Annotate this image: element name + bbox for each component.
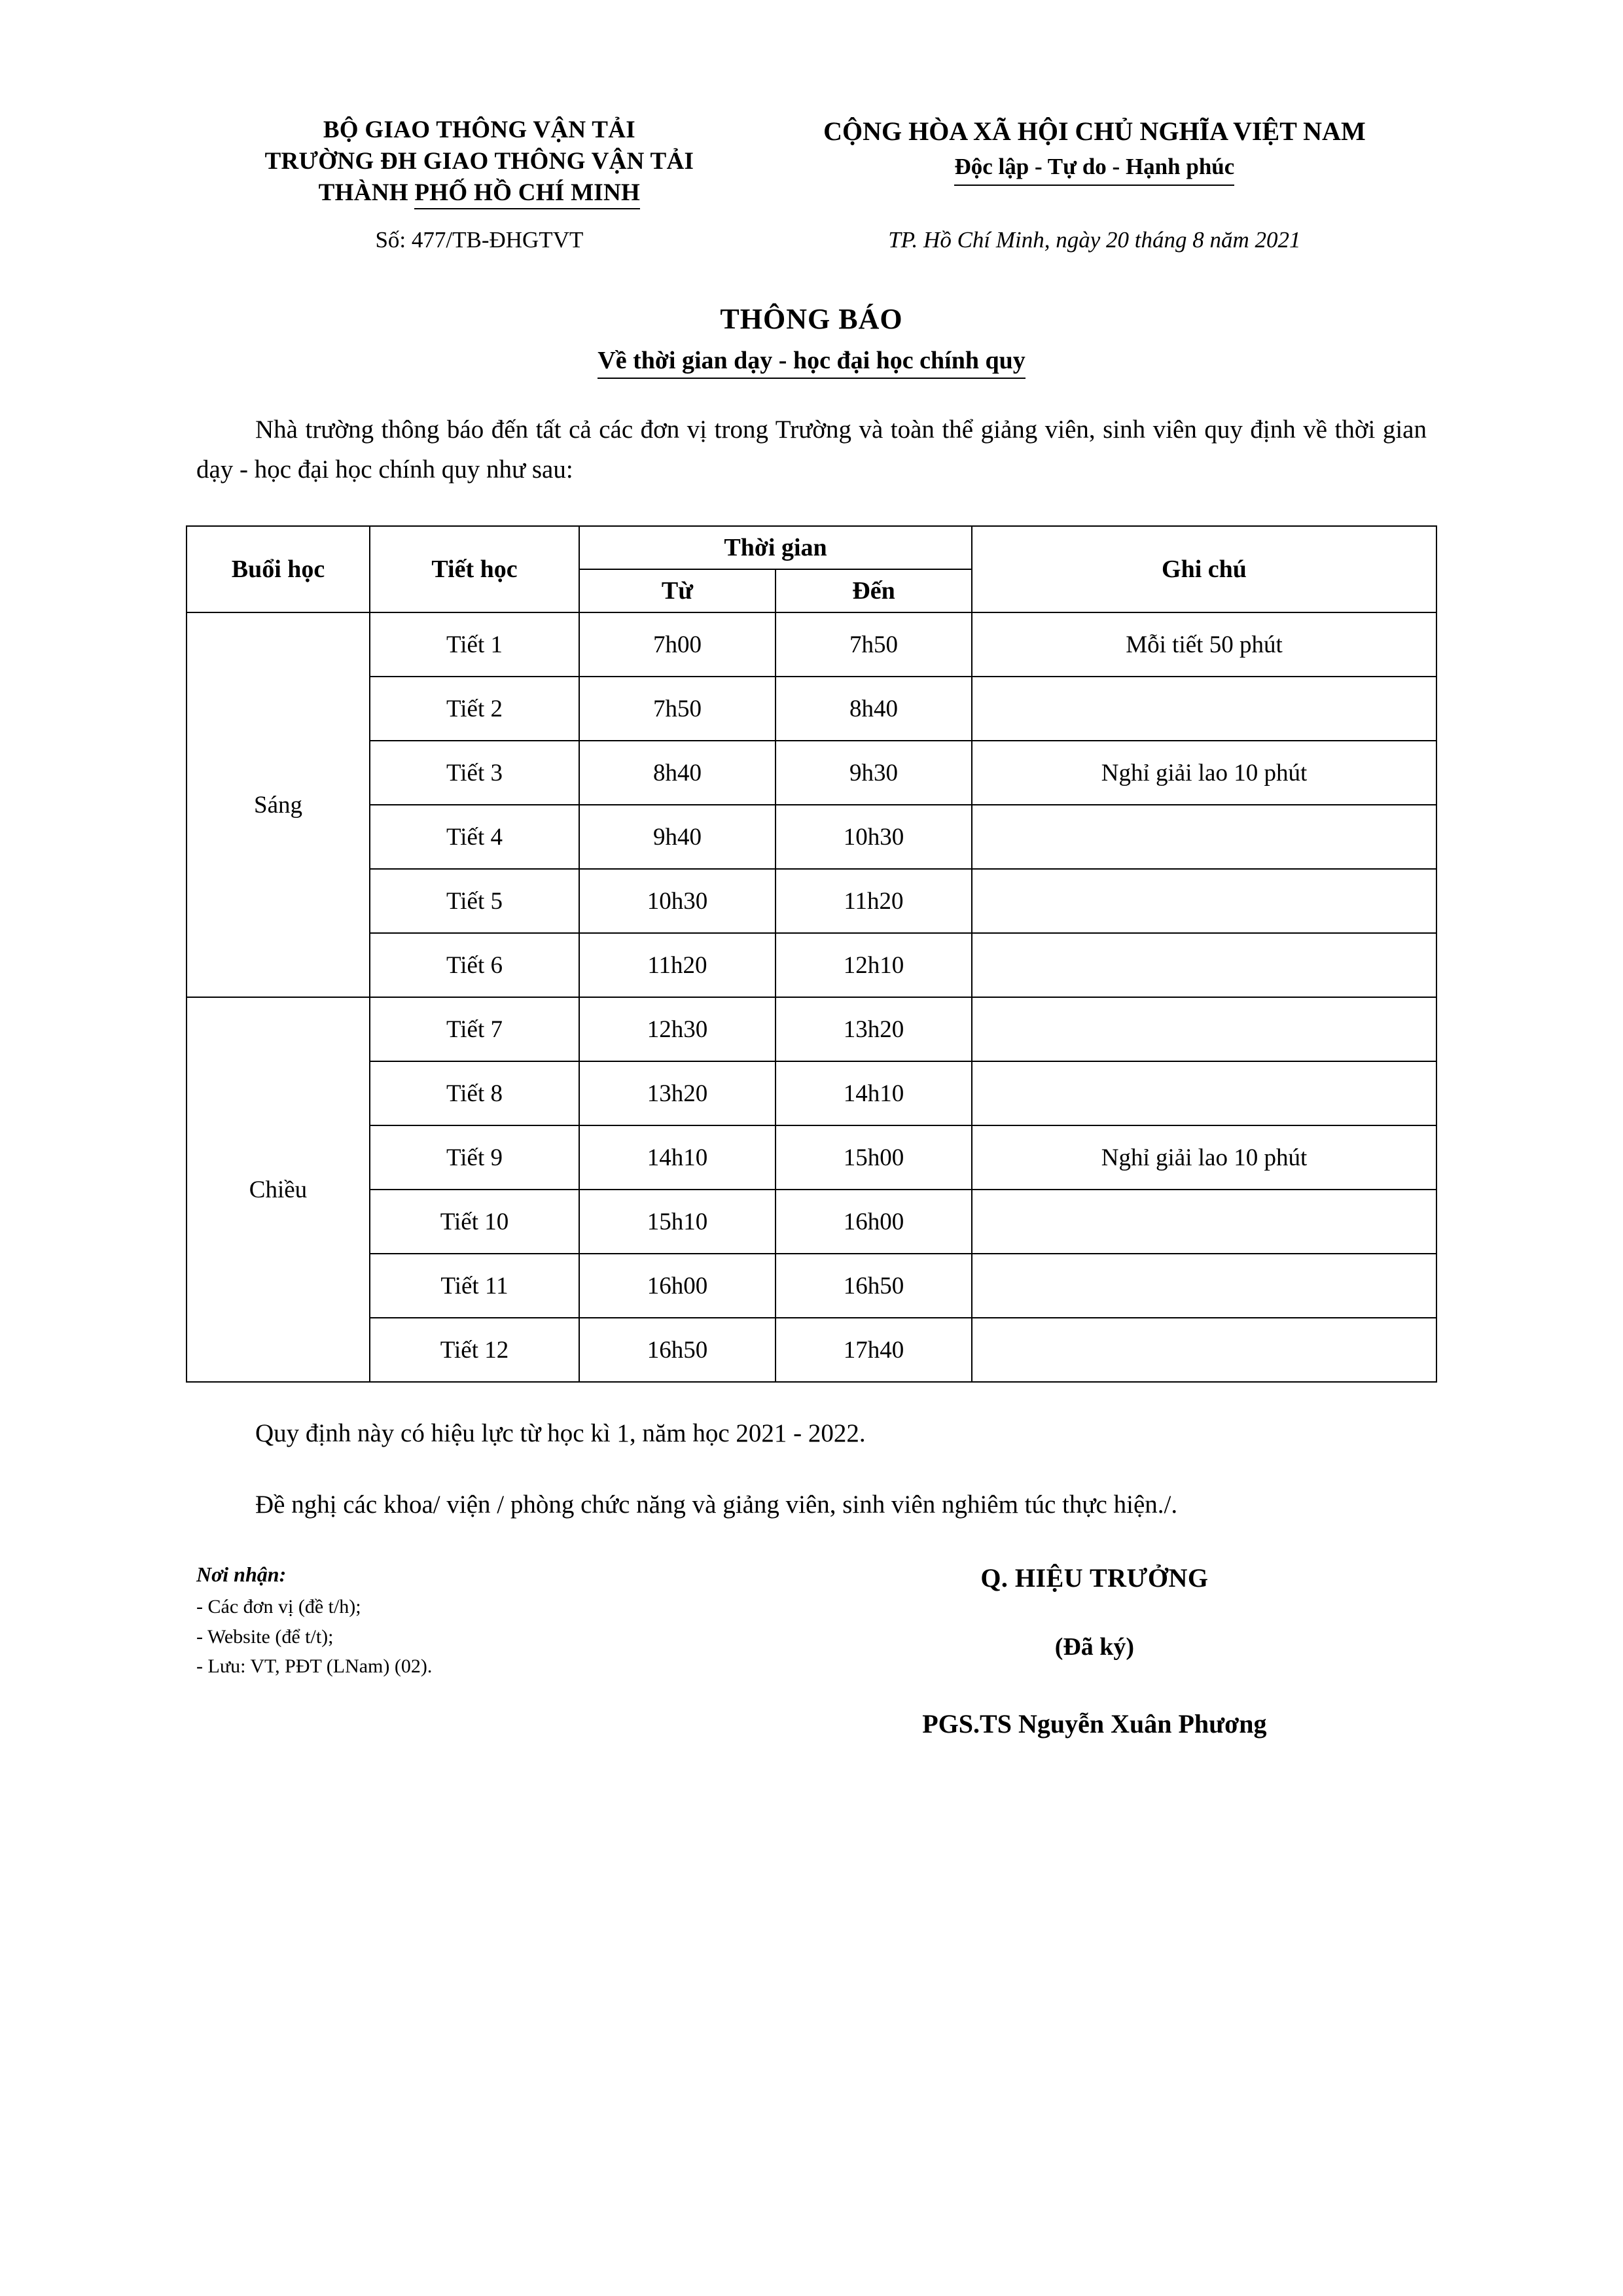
document-number: Số: 477/TB-ĐHGTVT (375, 227, 584, 253)
th-from: Từ (579, 569, 776, 612)
note-cell (972, 1061, 1436, 1125)
page-title: THÔNG BÁO (720, 303, 903, 336)
note-cell (972, 997, 1436, 1061)
period-cell: Tiết 7 (370, 997, 579, 1061)
from-cell: 10h30 (579, 869, 776, 933)
from-cell: 12h30 (579, 997, 776, 1061)
signature-role: Q. HIỆU TRƯỞNG (980, 1563, 1209, 1593)
session-cell-afternoon: Chiều (187, 997, 370, 1382)
period-cell: Tiết 10 (370, 1190, 579, 1254)
to-cell: 16h50 (776, 1254, 972, 1318)
note-cell (972, 677, 1436, 741)
note-cell (972, 805, 1436, 869)
note-cell (972, 1190, 1436, 1254)
period-cell: Tiết 6 (370, 933, 579, 997)
from-cell: 9h40 (579, 805, 776, 869)
signature-name: PGS.TS Nguyễn Xuân Phương (922, 1709, 1267, 1739)
table-row (187, 1190, 1436, 1254)
to-cell: 15h00 (776, 1125, 972, 1190)
th-time-group: Thời gian (579, 526, 972, 569)
from-cell: 8h40 (579, 741, 776, 805)
from-cell: 16h50 (579, 1318, 776, 1382)
from-cell: 14h10 (579, 1125, 776, 1190)
period-cell: Tiết 12 (370, 1318, 579, 1382)
to-cell: 13h20 (776, 997, 972, 1061)
document-subheader (196, 227, 1427, 253)
to-cell: 16h00 (776, 1190, 972, 1254)
list-item: - Lưu: VT, PĐT (LNam) (02). (196, 1655, 433, 1678)
to-cell: 14h10 (776, 1061, 972, 1125)
school-name-line2-underlined: PHỐ HỒ CHÍ MINH (414, 179, 640, 209)
th-session: Buổi học (187, 526, 370, 612)
table-row (187, 741, 1436, 805)
place-and-date: TP. Hồ Chí Minh, ngày 20 tháng 8 năm 2021 (888, 227, 1301, 253)
to-cell: 7h50 (776, 612, 972, 677)
session-cell-morning: Sáng (187, 612, 370, 997)
table-row (187, 933, 1436, 997)
th-to: Đến (776, 569, 972, 612)
note-cell (972, 1318, 1436, 1382)
recipients-title: Nơi nhận: (196, 1563, 287, 1587)
school-name-line1: TRƯỜNG ĐH GIAO THÔNG VẬN TẢI (264, 148, 694, 175)
recipients-block (196, 1563, 762, 1739)
request-paragraph: Đề nghị các khoa/ viện / phòng chức năng và giảng viên, sinh viên nghiêm túc thực hiện./. (255, 1490, 1178, 1519)
header-left-block (196, 115, 762, 209)
page-subtitle: Về thời gian dạy - học đại học chính quy (597, 346, 1025, 379)
signature-signed-mark: (Đã ký) (1054, 1633, 1135, 1661)
from-cell: 16h00 (579, 1254, 776, 1318)
period-cell: Tiết 3 (370, 741, 579, 805)
from-cell: 15h10 (579, 1190, 776, 1254)
table-row (187, 805, 1436, 869)
from-cell: 7h50 (579, 677, 776, 741)
period-cell: Tiết 5 (370, 869, 579, 933)
national-motto: Độc lập - Tự do - Hạnh phúc (954, 151, 1234, 186)
effective-paragraph: Quy định này có hiệu lực từ học kì 1, năm học 2021 - 2022. (255, 1419, 866, 1448)
header-right-block (762, 115, 1427, 209)
th-note: Ghi chú (972, 526, 1436, 612)
period-cell: Tiết 1 (370, 612, 579, 677)
school-name-line2 (196, 177, 762, 209)
to-cell: 9h30 (776, 741, 972, 805)
to-cell: 17h40 (776, 1318, 972, 1382)
period-cell: Tiết 11 (370, 1254, 579, 1318)
school-name-line2-prefix: THÀNH (318, 179, 415, 207)
table-head (187, 526, 1436, 612)
table-row (187, 1254, 1436, 1318)
to-cell: 12h10 (776, 933, 972, 997)
to-cell: 10h30 (776, 805, 972, 869)
table-row (187, 997, 1436, 1061)
note-cell: Nghỉ giải lao 10 phút (972, 741, 1436, 805)
table-body (187, 612, 1436, 1382)
list-item: - Các đơn vị (đề t/h); (196, 1596, 361, 1618)
table-row (187, 612, 1436, 677)
table-header-row-1 (187, 526, 1436, 569)
signature-block (762, 1563, 1427, 1739)
from-cell: 7h00 (579, 612, 776, 677)
title-block (196, 302, 1427, 379)
nation-name: CỘNG HÒA XÃ HỘI CHỦ NGHĨA VIỆT NAM (823, 116, 1366, 146)
table-row (187, 1061, 1436, 1125)
table-row (187, 1125, 1436, 1190)
note-cell: Nghỉ giải lao 10 phút (972, 1125, 1436, 1190)
table-row (187, 677, 1436, 741)
period-cell: Tiết 2 (370, 677, 579, 741)
table-row (187, 869, 1436, 933)
note-cell: Mỗi tiết 50 phút (972, 612, 1436, 677)
note-cell (972, 1254, 1436, 1318)
note-cell (972, 933, 1436, 997)
period-cell: Tiết 4 (370, 805, 579, 869)
schedule-table-wrapper (196, 525, 1427, 1383)
ministry-name: BỘ GIAO THÔNG VẬN TẢI (323, 116, 635, 143)
from-cell: 11h20 (579, 933, 776, 997)
table-row (187, 1318, 1436, 1382)
period-cell: Tiết 8 (370, 1061, 579, 1125)
to-cell: 8h40 (776, 677, 972, 741)
from-cell: 13h20 (579, 1061, 776, 1125)
period-cell: Tiết 9 (370, 1125, 579, 1190)
document-footer (196, 1563, 1427, 1739)
to-cell: 11h20 (776, 869, 972, 933)
intro-paragraph: Nhà trường thông báo đến tất cả các đơn vị trong Trường và toàn thể giảng viên, sinh viên quy định về thời gian dạy - học đại học chính quy như sau: (196, 415, 1427, 484)
th-period: Tiết học (370, 526, 579, 612)
note-cell (972, 869, 1436, 933)
schedule-table (186, 525, 1437, 1383)
list-item: - Website (để t/t); (196, 1625, 334, 1648)
document-header (196, 115, 1427, 209)
